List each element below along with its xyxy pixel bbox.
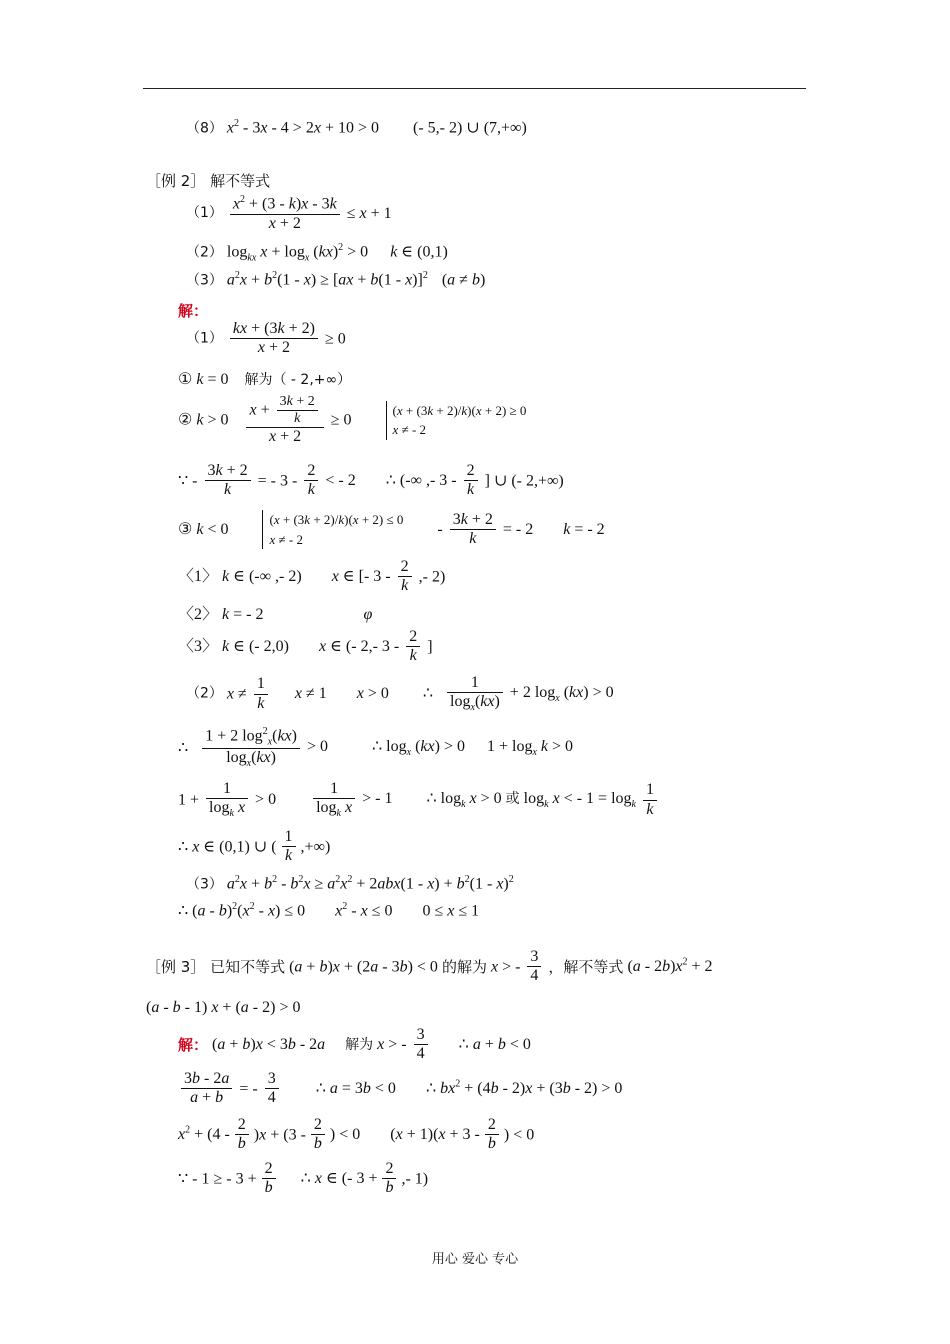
example-3-statement: ［例 3］ 已知不等式 (a + b)x + (2a - 3b) < 0 的解为 x > - $\frac{3}{4}$ ，解不等式 $(a - 2b)x^2 + 2$: [146, 948, 713, 985]
example-2-problem-2: （2） $\log_{kx} x + \log_x (kx)^2 > 0$ k ∈ (0,1): [186, 242, 448, 264]
because-line: ∵ - $\frac{3k + 2}{k}$ = - 3 - $\frac{2}{k}$ < - 2 ∴ (-∞ ,- 3 - $\frac{2}{k}$ ] ∪ (- 2,+∞): [178, 462, 564, 499]
solution-2-2-step-3: 1 + $\frac{1}{\log_k x}$ > 0 $\frac{1}{\log_k x}$ > - 1 ∴ $\log_k x > 0$ 或 $\log_k x$ < - $1 = \log_k$ $\frac{1}{k}$: [178, 780, 660, 820]
solution-label: 解：: [178, 302, 209, 320]
example-1-item-8: （8） $x^2 - 3x - 4 > 2x + 10 > 0$ (- 5,- 2) ∪ (7,+∞): [186, 118, 527, 137]
case-3: ③ k < 0 (x + (3k + 2)/k)(x + 2) ≤ 0 x ≠ - 2 - $\frac{3k + 2}{k}$ = - 2 k = - 2: [178, 510, 605, 547]
solution-2-2-step-2: ∴ $\frac{1 + 2 \log^2_x(kx)}{\log_x(kx)}$ > 0 ∴ $\log_x (kx) > 0$ $1 + \log_x k > 0$: [178, 726, 574, 770]
solution-3-step-1: 解： (a + b)x < 3b - 2a 解为 x > - $\frac{3}{4}$ ∴ a + b < 0: [178, 1026, 531, 1063]
solution-3-step-3: $x^2 + (4$ - $\frac{2}{b}$ )x + (3 - $\frac{2}{b}$ ) < 0 (x + 1)(x + 3 - $\frac{2}{b}$ ) < 0: [178, 1116, 535, 1153]
solution-2-3-expand: （3） $a^2x + b^2 - b^2x \ge a^2x^2 + 2abx(1 - x) + b^2(1 - x)^2$: [186, 874, 514, 893]
subcase-1: 〈1〉 k ∈ (-∞ ,- 2) x ∈ [- 3 - $\frac{2}{k}$ ,- 2): [178, 558, 446, 595]
solution-2-1-fraction: （1） $\frac{kx + (3k + 2)}{x + 2}$ ≥ 0: [186, 320, 346, 357]
example-2-problem-1: （1） $\frac{x^2 + (3 - k)x - 3k}{x + 2}$ ≤ x + 1: [186, 194, 392, 232]
example-2-heading: ［例 2］ 解不等式: [146, 172, 271, 190]
header-rule: [143, 88, 806, 89]
subcase-3: 〈3〉 k ∈ (- 2,0) x ∈ (- 2,- 3 - $\frac{2}{k}$ ]: [178, 628, 433, 665]
subcase-2: 〈2〉 k = - 2 φ: [178, 606, 373, 623]
solution-2-2-start: （2） x ≠ $\frac{1}{k}$ x ≠ 1 x > 0 ∴ $\frac{1}{\log_x(kx)}$ + 2 $\log_x (kx) > 0$: [186, 674, 614, 714]
example-2-problem-3: （3） $a^2x + b^2(1 - x) \ge [ax + b(1 - x)]^2$ (a ≠ b): [186, 270, 486, 289]
example-3-statement-cont: (a - b - 1) x + (a - 2) > 0: [146, 999, 301, 1016]
case-1: ① k = 0 解为（ - 2,+∞）: [178, 371, 352, 388]
solution-2-3-result: ∴ $(a - b)^2(x^2 - x) \le 0$ $x^2 - x \le 0$ 0 ≤ x ≤ 1: [178, 901, 480, 920]
solution-3-result: ∵ - 1 ≥ - 3 + $\frac{2}{b}$ ∴ x ∈ (- 3 + $\frac{2}{b}$ ,- 1): [178, 1160, 429, 1197]
solution-3-step-2: $\frac{3b - 2a}{a + b}$ = - $\frac{3}{4}$ ∴ a = 3b < 0 ∴ $bx^2 + (4b - 2)x + (3b - 2) > 0$: [178, 1070, 622, 1108]
case-2: ② k > 0 x + $\frac{3k + 2}{k}$ x + 2 ≥ 0 (x + (3k + 2)/k)(x + 2) ≥ 0 x ≠ - 2: [178, 394, 527, 446]
page-footer: 用心 爱心 专心: [431, 1252, 519, 1267]
solution-2-2-result: ∴ x ∈ (0,1) ∪ ( $\frac{1}{k}$ ,+∞): [178, 828, 331, 865]
